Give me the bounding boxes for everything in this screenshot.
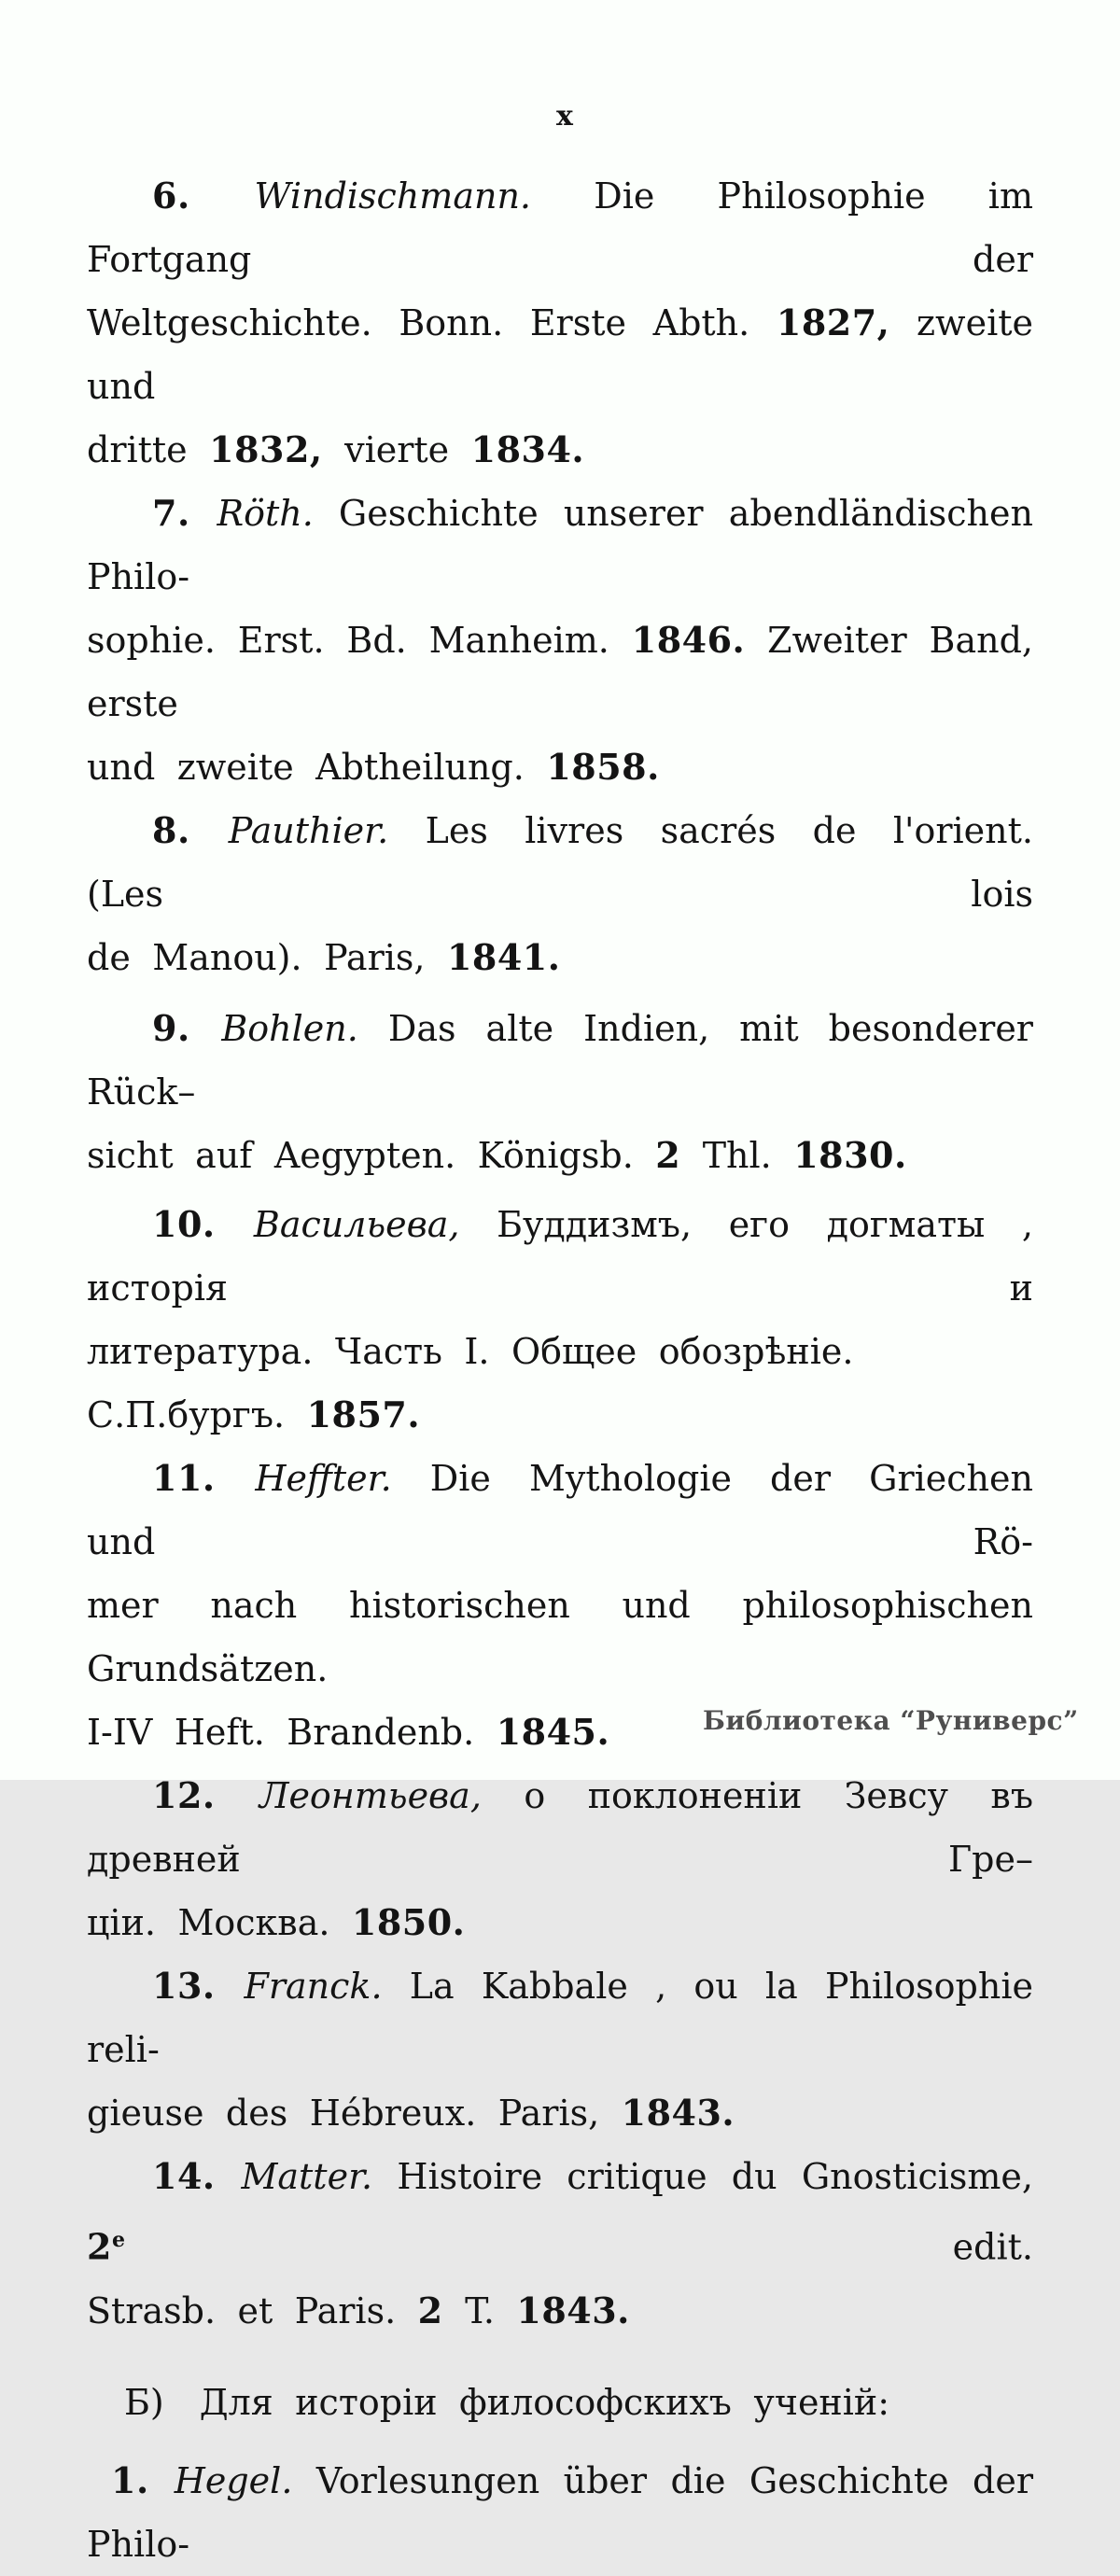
bibliography-entry: [87, 164, 1033, 482]
text-segment: Vorlesungen über die Geschichte der Philo-: [87, 2459, 1033, 2565]
text-line: [87, 2081, 1033, 2145]
bold-numeral: 2: [655, 1134, 681, 1176]
text-segment: Weltgeschichte. Bonn. Erste Abth.: [87, 302, 777, 343]
text-segment: I-IV Heft. Brandenb.: [87, 1712, 497, 1753]
text-segment: La Kabbale , ou la Philosophie reli-: [87, 1966, 1033, 2070]
bold-numeral: 7.: [152, 492, 217, 534]
bibliography: [87, 164, 1033, 2576]
text-segment: de Manou). Paris,: [87, 937, 447, 978]
text-segment: sophie. Erst. Bd. Manheim.: [87, 620, 632, 661]
bibliography-entry: [87, 799, 1033, 989]
bold-numeral: 1858.: [546, 746, 660, 788]
superscript: e: [111, 2228, 125, 2252]
text-line: [87, 1320, 1033, 1447]
bibliography-entry: [87, 997, 1033, 1187]
text-line: [87, 1891, 1033, 1954]
text-segment: Die Philosophie im Fortgang der: [87, 175, 1033, 280]
bold-numeral: 1850.: [351, 1901, 466, 1943]
author-name: Heffter.: [255, 1458, 392, 1499]
text-segment: gieuse des Hébreux. Paris,: [87, 2093, 622, 2134]
text-segment: Geschichte unserer abendländischen Philo-: [87, 493, 1033, 597]
text-segment: Б) Для исторіи философскихъ ученій:: [124, 2381, 890, 2423]
bold-numeral: 14.: [152, 2155, 242, 2197]
bibliography-entry: [87, 2449, 1033, 2576]
text-line: [87, 1954, 1033, 2081]
text-line: [87, 164, 1033, 291]
text-line: [87, 291, 1033, 418]
text-segment: Strasb. et Paris.: [87, 2289, 418, 2331]
text-segment: Les livres sacrés de l'orient. (Les lois: [87, 810, 1033, 915]
library-watermark: Библиотека “Руниверс”: [703, 1705, 1079, 1736]
section-heading: [87, 2371, 1033, 2434]
bibliography-entry: [87, 2145, 1033, 2343]
bibliography-entry: [87, 1193, 1033, 1447]
bold-numeral: 2: [87, 2225, 112, 2268]
text-segment: und zweite Abtheilung.: [87, 747, 547, 788]
bold-numeral: 1827,: [776, 301, 890, 343]
text-segment: edit.: [124, 2226, 1033, 2268]
bold-numeral: 8.: [152, 809, 229, 851]
bold-numeral: 1843.: [516, 2289, 630, 2331]
text-line: [87, 418, 1033, 482]
text-line: [87, 799, 1033, 926]
author-name: Franck.: [244, 1966, 383, 2007]
author-name: Matter.: [241, 2156, 373, 2197]
author-name: Windischmann.: [254, 175, 532, 217]
text-segment: литература. Часть I. Общее обозрѣніе. С.П.бургъ.: [87, 1331, 854, 1435]
bold-numeral: 13.: [152, 1965, 245, 2007]
text-line: [87, 1447, 1033, 1574]
bibliography-entry: [87, 1954, 1033, 2145]
text-segment: Thl.: [680, 1135, 794, 1176]
text-segment: mer nach historischen und philosophischen Grundsätzen.: [87, 1585, 1033, 1689]
text-line: [87, 1124, 1033, 1187]
bold-numeral: 1846.: [631, 619, 746, 661]
bibliography-entry: [87, 482, 1033, 799]
author-name: Röth.: [217, 493, 314, 534]
bold-numeral: 12.: [152, 1774, 259, 1816]
bold-numeral: 1843.: [621, 2092, 735, 2134]
page-number: x: [556, 100, 573, 133]
bold-numeral: 10.: [152, 1203, 254, 1245]
text-line: [87, 735, 1033, 799]
author-name: Васильева,: [253, 1204, 460, 1245]
bold-numeral: 1834.: [470, 428, 585, 470]
text-line: [87, 2279, 1033, 2343]
text-segment: Буддизмъ, его догматы , исторія и: [87, 1204, 1033, 1309]
text-line: [87, 2371, 1033, 2434]
bold-numeral: 6.: [152, 175, 255, 217]
text-segment: Zweiter Band, erste: [87, 620, 1033, 724]
author-name: Леонтьева,: [259, 1775, 482, 1816]
text-segment: о поклоненіи Зевсу въ древней Гре–: [87, 1775, 1033, 1880]
bold-numeral: 11.: [152, 1457, 256, 1499]
text-segment: T.: [442, 2289, 517, 2331]
bold-numeral: 1841.: [446, 936, 561, 978]
bold-numeral: 1.: [111, 2458, 175, 2501]
bold-numeral: 1832,: [209, 428, 323, 470]
text-line: [87, 1764, 1033, 1891]
bold-numeral: 1845.: [496, 1711, 610, 1753]
text-segment: ціи. Москва.: [87, 1902, 352, 1943]
text-line: [87, 2145, 1033, 2279]
text-line: [87, 926, 1033, 989]
author-name: Pauthier.: [228, 810, 389, 851]
author-name: Bohlen.: [221, 1008, 358, 1049]
text-line: [87, 609, 1033, 735]
text-line: [87, 2449, 1033, 2576]
text-line: [87, 482, 1033, 609]
text-line: [87, 1193, 1033, 1320]
text-segment: Histoire critique du Gnosticisme,: [372, 2156, 1033, 2197]
bold-numeral: 2: [417, 2289, 443, 2331]
text-segment: Das alte Indien, mit besonderer Rück–: [87, 1008, 1033, 1113]
text-segment: sicht auf Aegypten. Königsb.: [87, 1135, 656, 1176]
bold-numeral: 1830.: [793, 1134, 907, 1176]
text-line: [87, 997, 1033, 1124]
author-name: Hegel.: [174, 2459, 293, 2501]
bibliography-entry: [87, 1764, 1033, 1954]
bold-numeral: 9.: [152, 1007, 222, 1049]
text-segment: dritte: [87, 429, 210, 470]
text-segment: zweite und: [87, 302, 1033, 407]
text-segment: Die Mythologie der Griechen und Rö-: [87, 1458, 1033, 1562]
bold-numeral: 1857.: [306, 1393, 421, 1435]
text-line: [87, 1574, 1033, 1701]
text-segment: vierte: [322, 429, 471, 470]
